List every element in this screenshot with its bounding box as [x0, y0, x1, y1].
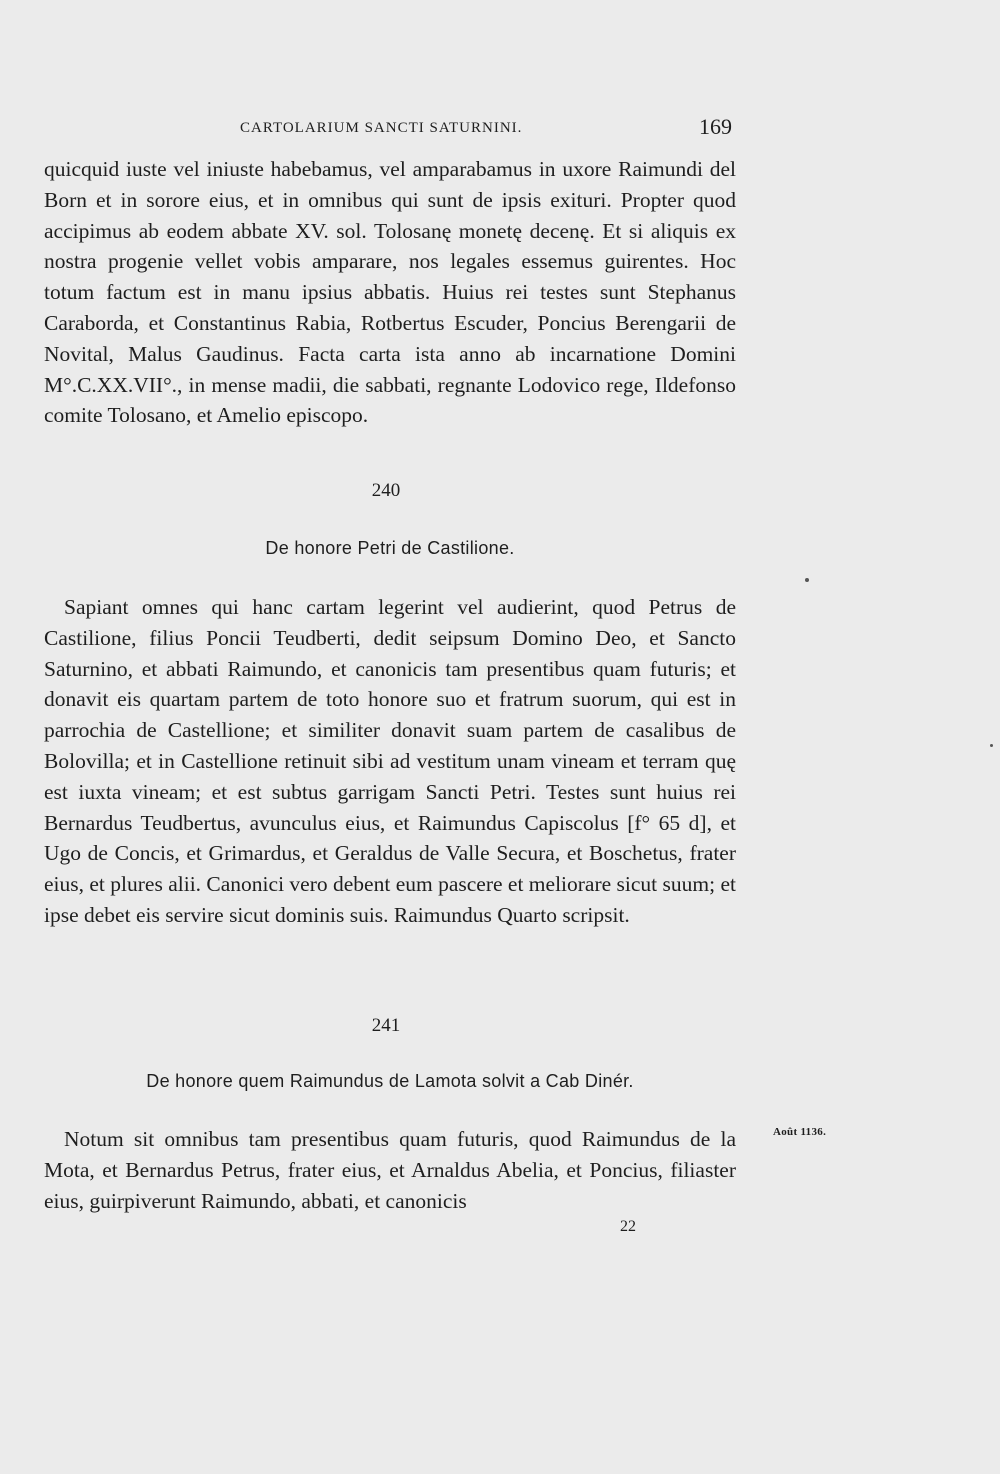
charter-title-241: De honore quem Raimundus de Lamota solvit a Cab Dinér.: [146, 1071, 634, 1091]
charter-number-241: 241: [371, 1015, 401, 1036]
margin-date: Août 1136.: [773, 1126, 827, 1138]
charter-paragraph-241: Notum sit omnibus tam presentibus quam futuris, quod Raimundus de la Mota, et Bernardus Petrus, frater eius, et Arnaldus Abelia, et Poncius, filiaster eius, guirpiverunt Raimundo, abbati, et canonicis: [44, 1127, 736, 1213]
running-head: [44, 114, 736, 148]
ink-speck: [805, 578, 809, 582]
charter-text-240: [44, 592, 736, 931]
page-number: 169: [699, 114, 732, 139]
running-title: CARTOLARIUM SANCTI SATURNINI.: [240, 120, 523, 136]
charter-text-241: [44, 1124, 736, 1216]
charter-title-240: De honore Petri de Castilione.: [265, 538, 515, 558]
charter-number-240: 240: [371, 480, 401, 501]
continuation-paragraph: quicquid iuste vel iniuste habebamus, vel amparabamus in uxore Raimundi del Born et in sorore eius, et in omnibus qui sunt de ipsis exituri. Propter quod accipimus ab eodem abbate XV. sol. Tolosanę monetę decenę. Et si aliquis ex nostra progenie vellet vobis amparare, nos legales essemus guirentes. Hoc totum factum est in manu ipsius abbatis. Huius rei testes sunt Stephanus Caraborda, et Constantinus Rabia, Rotbertus Escuder, Poncius Berengarii de Novital, Malus Gaudinus. Facta carta ista anno ab incarnatione Domini M°.C.XX.VII°., in mense madii, die sabbati, regnante Lodovico rege, Ildefonso comite Tolosano, et Amelio episcopo.: [44, 157, 736, 428]
signature-mark: 22: [620, 1218, 636, 1235]
ink-speck: [990, 744, 993, 747]
charter-paragraph-240: Sapiant omnes qui hanc cartam legerint vel audierint, quod Petrus de Castilione, filius Poncii Teudberti, dedit seipsum Domino Deo, et Sancto Saturnino, et abbati Raimundo, et canonicis tam presentibus quam futuris; et donavit eis quartam partem de toto honore suo et fratrum suorum, qui est in parrochia de Castellione; et similiter donavit suam partem de casalibus de Bolovilla; et in Castellione retinuit sibi ad vestitum unam vineam et terram quę est iuxta vineam; et est subtus garrigam Sancti Petri. Testes sunt huius rei Bernardus Teudbertus, avunculus eius, et Raimundus Capiscolus [f° 65 d], et Ugo de Concis, et Grimardus, et Geraldus de Valle Secura, et Boschetus, frater eius, et plures alii. Canonici vero debent eum pascere et meliorare sicut suum; et ipse debet eis servire sicut dominis suis. Raimundus Quarto scripsit.: [44, 595, 736, 927]
